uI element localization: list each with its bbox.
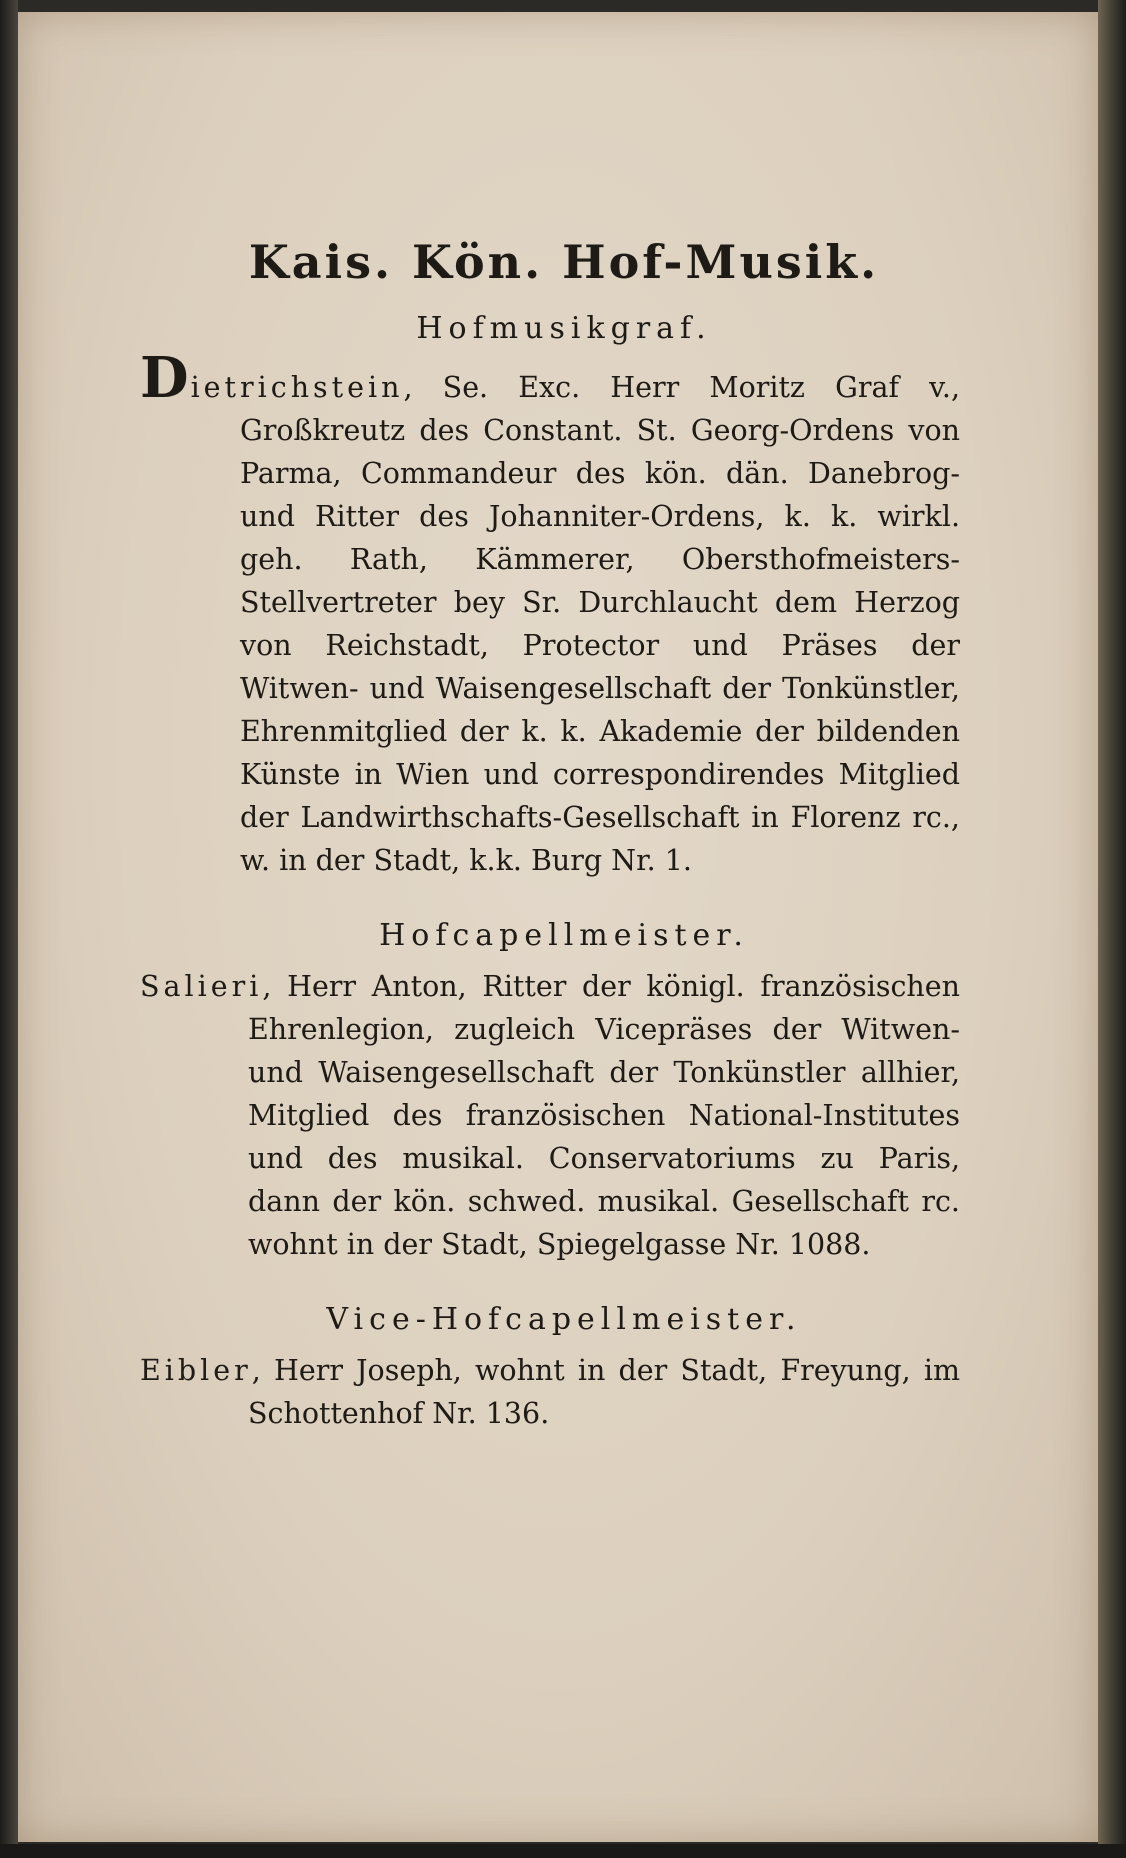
entry-eibler — [140, 1349, 960, 1435]
page-title: Kais. Kön. Hof-Musik. — [248, 235, 880, 289]
entry-salieri — [140, 965, 960, 1266]
page-edge — [1098, 0, 1126, 1858]
entry-name: Eibler — [140, 1354, 252, 1387]
entry-name: Salieri — [140, 970, 263, 1003]
section-heading-hofmusikgraf: Hofmusikgraf. — [416, 311, 712, 346]
entry-text: , Herr Joseph, wohnt in der Stadt, Freyung, im Schottenhof Nr. 136. — [248, 1354, 960, 1430]
page-text — [140, 215, 960, 1453]
entry-text: , Herr Anton, Ritter der königl. französischen Ehrenlegion, zugleich Vicepräses der Witwen- und Waisengesellschaft der Tonkünstler allhier, Mitglied des französischen National-Institutes und des musikal. Conservatoriums zu Paris, dann der kön. schwed. musikal. Gesellschaft rc. wohnt in der Stadt, Spiegelgasse Nr. 1088. — [248, 970, 960, 1261]
drop-cap: D — [140, 345, 191, 411]
bottom-edge — [0, 1844, 1126, 1858]
section-heading-vice-hofcapellmeister: Vice-Hofcapellmeister. — [326, 1302, 802, 1337]
section-heading-hofcapellmeister: Hofcapellmeister. — [379, 918, 749, 953]
entry-dietrichstein — [140, 345, 960, 882]
book-spine — [0, 0, 18, 1858]
entry-text: , Se. Exc. Herr Moritz Graf v., Großkreutz des Constant. St. Georg-Ordens von Parma, Commandeur des kön. dän. Danebrog- und Ritter des Johanniter-Ordens, k. k. wirkl. geh. Rath, Kämmerer, Obersthofmeisters-Stellvertreter bey Sr. Durchlaucht dem Herzog von Reichstadt, Protector und Präses der Witwen- und Waisengesellschaft der Tonkünstler, Ehrenmitglied der k. k. Akademie der bildenden Künste in Wien und correspondirendes Mitglied der Landwirthschafts-Gesellschaft in Florenz rc., w. in der Stadt, k.k. Burg Nr. 1. — [240, 371, 960, 877]
entry-name: ietrichstein — [190, 371, 404, 404]
